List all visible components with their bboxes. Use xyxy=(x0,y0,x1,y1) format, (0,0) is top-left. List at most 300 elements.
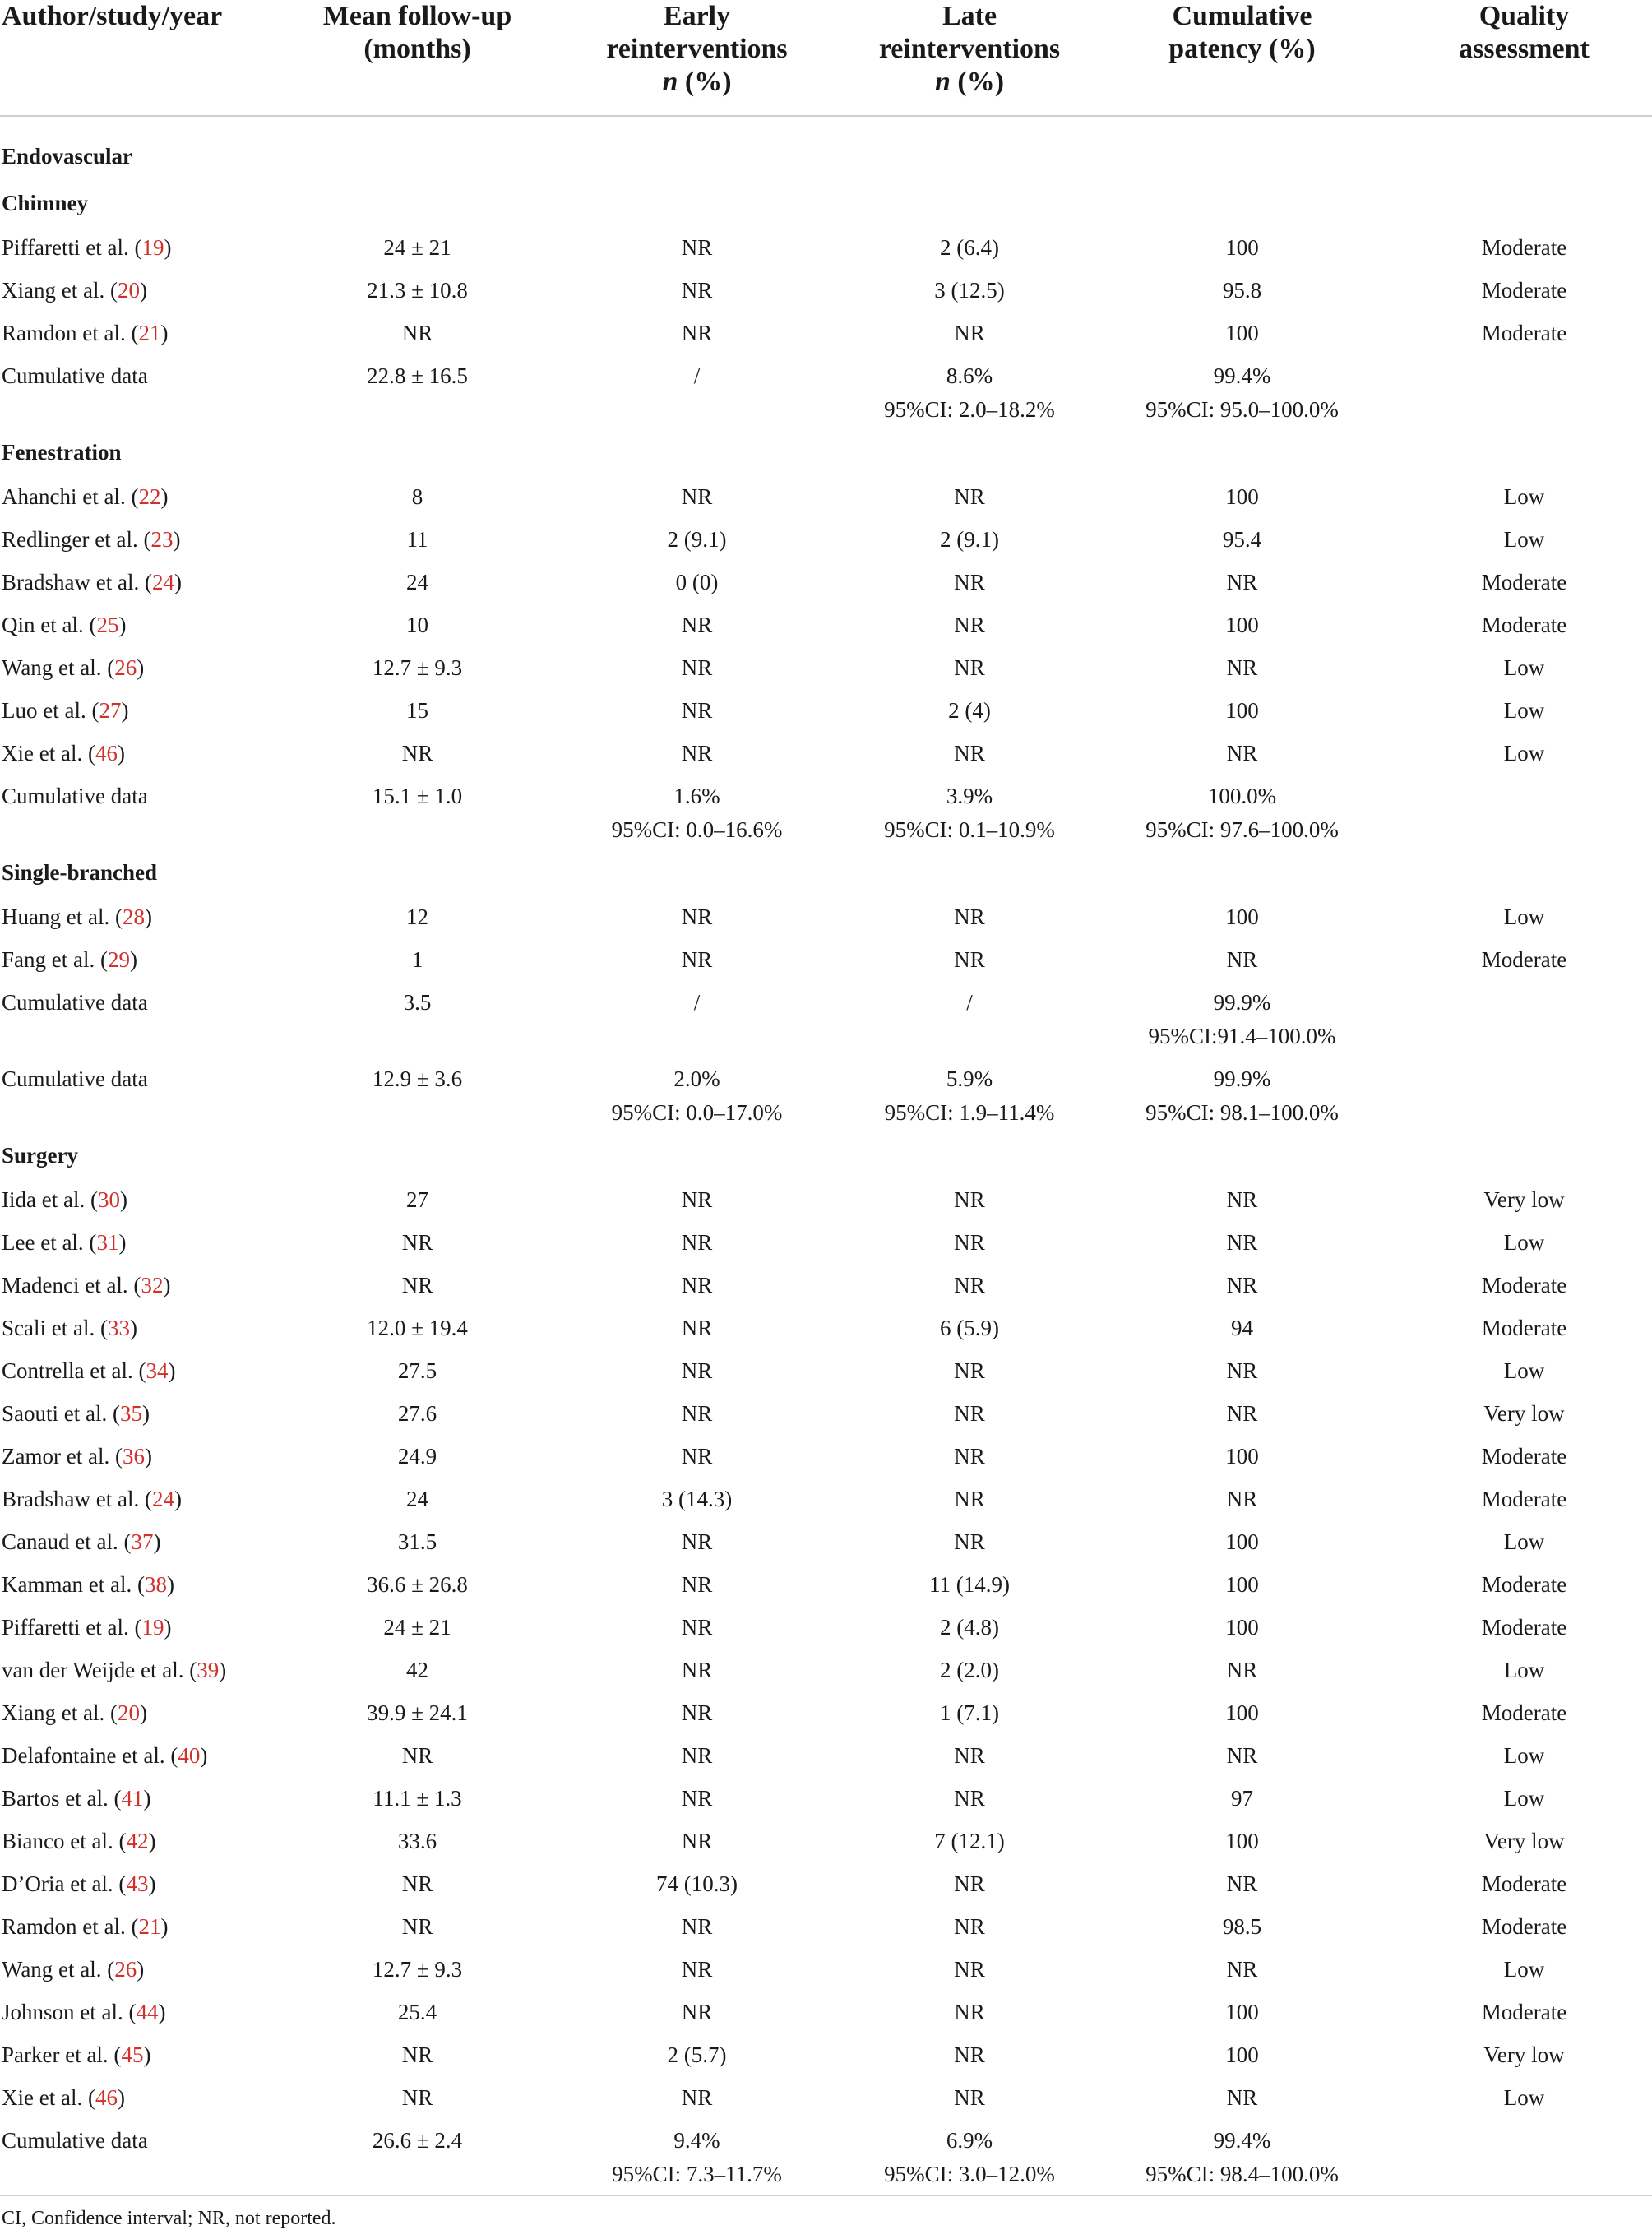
author-text: Bianco et al. ( xyxy=(2,1829,127,1853)
reference-number: 29 xyxy=(107,947,130,972)
quality-cell: Moderate xyxy=(1481,1871,1567,1896)
early-cell: 2 (9.1) xyxy=(667,527,727,552)
early-value: 1.6% xyxy=(673,784,720,808)
patency-cell: 95.8 xyxy=(1222,278,1262,303)
late-cell: NR xyxy=(954,2085,985,2110)
author-text: Fang et al. ( xyxy=(2,947,108,972)
followup-cell: 15.1 ± 1.0 xyxy=(372,784,463,808)
paren-close: ) xyxy=(174,1487,182,1511)
late-cell: NR xyxy=(954,1957,985,1982)
study-name xyxy=(0,1520,292,1563)
early-cell: NR xyxy=(681,2085,713,2110)
early-cell: NR xyxy=(681,1700,713,1725)
paren-close: ) xyxy=(121,698,129,723)
early-cell: NR xyxy=(681,1273,713,1298)
study-name xyxy=(0,2033,292,2076)
table-row xyxy=(0,269,1652,312)
header-author: Author/study/year xyxy=(0,0,292,116)
reference-number: 28 xyxy=(122,904,145,929)
followup-cell: 25.4 xyxy=(397,2000,437,2024)
late-cell: 6 (5.9) xyxy=(940,1316,999,1340)
table-row xyxy=(0,689,1652,732)
patency-cell: NR xyxy=(1226,1957,1258,1982)
early-cell: NR xyxy=(681,741,713,766)
table-row xyxy=(0,1392,1652,1435)
patency-cell: 98.5 xyxy=(1222,1914,1262,1939)
author-text: Scali et al. ( xyxy=(2,1316,108,1340)
followup-cell: NR xyxy=(401,1871,433,1896)
author-text: Xiang et al. ( xyxy=(2,1700,118,1725)
late-value: / xyxy=(966,990,973,1015)
study-name xyxy=(0,1392,292,1435)
paren-close: ) xyxy=(166,1572,174,1597)
table-row xyxy=(0,646,1652,689)
late-cell: NR xyxy=(954,2042,985,2067)
pat-ci: 95%CI:91.4–100.0% xyxy=(1148,1024,1336,1048)
reference-number: 19 xyxy=(141,1615,164,1640)
early-value: 2.0% xyxy=(673,1066,720,1091)
author-text: Xie et al. ( xyxy=(2,2085,95,2110)
followup-cell: 24 ± 21 xyxy=(383,235,451,260)
quality-cell: Low xyxy=(1503,484,1545,509)
patency-cell: NR xyxy=(1226,2085,1258,2110)
header-followup: Mean follow-up (months) xyxy=(292,0,543,116)
reference-number: 36 xyxy=(122,1444,145,1469)
patency-cell: 100 xyxy=(1225,2042,1259,2067)
cumulative-label: Cumulative data xyxy=(2,990,148,1015)
early-cell: NR xyxy=(681,484,713,509)
late-ci: 95%CI: 2.0–18.2% xyxy=(884,397,1055,422)
reference-number: 34 xyxy=(146,1358,169,1383)
quality-cell xyxy=(1396,981,1652,1057)
author-text: Xie et al. ( xyxy=(2,741,95,766)
author-text: Huang et al. ( xyxy=(2,904,123,929)
author-text: Qin et al. ( xyxy=(2,613,97,637)
patency-cell: NR xyxy=(1226,741,1258,766)
table-row xyxy=(0,1820,1652,1862)
patency-cell: NR xyxy=(1226,1187,1258,1212)
followup-cell: 12.7 ± 9.3 xyxy=(372,655,463,680)
paren-close: ) xyxy=(118,613,127,637)
table-row xyxy=(0,226,1652,269)
late-cell: NR xyxy=(954,655,985,680)
late-cell: NR xyxy=(954,2000,985,2024)
paren-close: ) xyxy=(163,1273,171,1298)
quality-cell: Low xyxy=(1503,1529,1545,1554)
quality-cell: Moderate xyxy=(1481,570,1567,594)
pat-ci: 95%CI: 97.6–100.0% xyxy=(1145,817,1339,842)
author-text: Ramdon et al. ( xyxy=(2,1914,139,1939)
patency-cell: 100 xyxy=(1225,1572,1259,1597)
early-cell: NR xyxy=(681,904,713,929)
late-cell: 2 (4) xyxy=(948,698,991,723)
quality-cell: Moderate xyxy=(1481,947,1567,972)
study-name xyxy=(0,938,292,981)
quality-cell: Low xyxy=(1503,1743,1545,1768)
reference-number: 30 xyxy=(97,1187,120,1212)
followup-cell: 21.3 ± 10.8 xyxy=(367,278,468,303)
author-text: Madenci et al. ( xyxy=(2,1273,141,1298)
paren-close: ) xyxy=(200,1743,208,1768)
followup-cell: 27.5 xyxy=(397,1358,437,1383)
table-row xyxy=(0,1777,1652,1820)
followup-cell: NR xyxy=(401,1273,433,1298)
author-text: Kamman et al. ( xyxy=(2,1572,145,1597)
late-value: 5.9% xyxy=(946,1066,993,1091)
author-text: Delafontaine et al. ( xyxy=(2,1743,178,1768)
quality-cell: Moderate xyxy=(1481,613,1567,637)
reference-number: 46 xyxy=(95,741,118,766)
early-cell: NR xyxy=(681,235,713,260)
paren-close: ) xyxy=(119,1187,127,1212)
author-text: Piffaretti et al. ( xyxy=(2,1615,142,1640)
reference-number: 31 xyxy=(96,1230,119,1255)
quality-cell: Very low xyxy=(1483,1401,1565,1426)
pat-value: 99.9% xyxy=(1213,1066,1271,1091)
late-cell: NR xyxy=(954,570,985,594)
reference-number: 39 xyxy=(197,1658,220,1682)
quality-cell: Low xyxy=(1503,1230,1545,1255)
quality-cell: Moderate xyxy=(1481,235,1567,260)
cumulative-label: Cumulative data xyxy=(2,1066,148,1091)
cumulative-label: Cumulative data xyxy=(2,784,148,808)
followup-cell: 12 xyxy=(406,904,428,929)
reference-number: 41 xyxy=(121,1786,144,1811)
paren-close: ) xyxy=(219,1658,227,1682)
late-cell: 2 (2.0) xyxy=(940,1658,999,1682)
late-ci: 95%CI: 0.1–10.9% xyxy=(884,817,1055,842)
table-row xyxy=(0,2033,1652,2076)
paren-close: ) xyxy=(160,1914,169,1939)
patency-cell: NR xyxy=(1226,655,1258,680)
study-name xyxy=(0,732,292,775)
patency-cell: NR xyxy=(1226,1743,1258,1768)
quality-cell xyxy=(1396,2119,1652,2195)
paren-close: ) xyxy=(137,1957,145,1982)
early-cell: NR xyxy=(681,1316,713,1340)
quality-cell: Low xyxy=(1503,2085,1545,2110)
followup-cell: 24.9 xyxy=(397,1444,437,1469)
table-row xyxy=(0,1649,1652,1691)
patency-cell: 100 xyxy=(1225,1529,1259,1554)
author-text: Saouti et al. ( xyxy=(2,1401,120,1426)
quality-cell: Very low xyxy=(1483,1187,1565,1212)
study-name xyxy=(0,1820,292,1862)
table-row xyxy=(0,1178,1652,1221)
paren-close: ) xyxy=(143,1786,151,1811)
table-body xyxy=(0,116,1652,2195)
followup-cell: NR xyxy=(401,2085,433,2110)
followup-cell: NR xyxy=(401,741,433,766)
quality-cell: Very low xyxy=(1483,1829,1565,1853)
quality-cell: Moderate xyxy=(1481,1615,1567,1640)
paren-close: ) xyxy=(160,321,169,345)
author-text: Bartos et al. ( xyxy=(2,1786,122,1811)
table-row xyxy=(0,1563,1652,1606)
study-name xyxy=(0,1777,292,1820)
cumulative-row xyxy=(0,1057,1652,1134)
late-value: 6.9% xyxy=(946,2128,993,2153)
table-row xyxy=(0,1264,1652,1307)
followup-cell: 31.5 xyxy=(397,1529,437,1554)
table-row xyxy=(0,1307,1652,1349)
study-name xyxy=(0,226,292,269)
early-ci: 95%CI: 0.0–16.6% xyxy=(611,817,783,842)
paren-close: ) xyxy=(139,278,147,303)
early-cell: NR xyxy=(681,278,713,303)
table-row xyxy=(0,1691,1652,1734)
quality-cell xyxy=(1396,354,1652,431)
early-cell: NR xyxy=(681,1529,713,1554)
quality-cell: Low xyxy=(1503,904,1545,929)
pat-cell xyxy=(1088,2119,1396,2195)
author-text: Luo et al. ( xyxy=(2,698,99,723)
author-text: Lee et al. ( xyxy=(2,1230,97,1255)
pat-ci: 95%CI: 98.4–100.0% xyxy=(1145,2162,1339,2186)
table-row xyxy=(0,1478,1652,1520)
late-cell: NR xyxy=(954,1230,985,1255)
study-name xyxy=(0,1178,292,1221)
late-value: 3.9% xyxy=(946,784,993,808)
pat-cell xyxy=(1088,981,1396,1057)
early-value: / xyxy=(693,363,701,388)
early-value: / xyxy=(693,990,701,1015)
early-cell xyxy=(543,2119,851,2195)
patency-cell: NR xyxy=(1226,1358,1258,1383)
patency-cell: NR xyxy=(1226,570,1258,594)
section-single-branched: Single-branched xyxy=(2,860,158,885)
study-name xyxy=(0,2076,292,2119)
late-cell: NR xyxy=(954,1914,985,1939)
study-name xyxy=(0,895,292,938)
table-row xyxy=(0,475,1652,518)
early-cell: NR xyxy=(681,1572,713,1597)
patency-cell: 100 xyxy=(1225,904,1259,929)
followup-cell: 12.9 ± 3.6 xyxy=(372,1066,463,1091)
study-name xyxy=(0,269,292,312)
reference-number: 32 xyxy=(141,1273,164,1298)
patency-cell: NR xyxy=(1226,947,1258,972)
followup-cell: 1 xyxy=(411,947,423,972)
early-cell: NR xyxy=(681,1187,713,1212)
paren-close: ) xyxy=(129,947,137,972)
late-cell: NR xyxy=(954,1786,985,1811)
reference-number: 22 xyxy=(138,484,161,509)
quality-cell: Moderate xyxy=(1481,1914,1567,1939)
reference-number: 26 xyxy=(114,1957,137,1982)
early-cell: NR xyxy=(681,1230,713,1255)
paren-close: ) xyxy=(117,2085,125,2110)
paren-close: ) xyxy=(117,741,125,766)
cumulative-label: Cumulative data xyxy=(2,363,148,388)
early-cell: NR xyxy=(681,2000,713,2024)
author-text: Iida et al. ( xyxy=(2,1187,98,1212)
reference-number: 42 xyxy=(126,1829,149,1853)
section-surgery: Surgery xyxy=(2,1143,78,1168)
footnote: CI, Confidence interval; NR, not reported. xyxy=(0,2195,1652,2239)
patency-cell: 100 xyxy=(1225,698,1259,723)
early-cell xyxy=(543,354,851,431)
late-cell xyxy=(851,1057,1088,1134)
reference-number: 20 xyxy=(117,278,140,303)
study-name xyxy=(0,1221,292,1264)
study-name xyxy=(0,1991,292,2033)
followup-cell: 24 ± 21 xyxy=(383,1615,451,1640)
cumulative-row xyxy=(0,2119,1652,2195)
table-row xyxy=(0,604,1652,646)
study-name xyxy=(0,604,292,646)
quality-cell: Low xyxy=(1503,1658,1545,1682)
reference-number: 21 xyxy=(138,321,161,345)
followup-cell: 24 xyxy=(406,1487,428,1511)
late-cell xyxy=(851,354,1088,431)
late-cell: NR xyxy=(954,1444,985,1469)
cumulative-row xyxy=(0,981,1652,1057)
paren-close: ) xyxy=(173,527,181,552)
quality-cell xyxy=(1396,775,1652,851)
early-cell: NR xyxy=(681,613,713,637)
author-text: Canaud et al. ( xyxy=(2,1529,132,1554)
reference-number: 23 xyxy=(150,527,174,552)
early-cell: NR xyxy=(681,1444,713,1469)
late-cell: NR xyxy=(954,321,985,345)
followup-cell: 12.7 ± 9.3 xyxy=(372,1957,463,1982)
quality-cell: Moderate xyxy=(1481,1273,1567,1298)
header-quality: Quality assessment xyxy=(1396,0,1652,116)
quality-cell: Moderate xyxy=(1481,1700,1567,1725)
patency-cell: 100 xyxy=(1225,484,1259,509)
table-row xyxy=(0,312,1652,354)
quality-cell: Low xyxy=(1503,1786,1545,1811)
late-cell xyxy=(851,981,1088,1057)
quality-cell: Low xyxy=(1503,655,1545,680)
quality-cell: Low xyxy=(1503,1358,1545,1383)
followup-cell: 33.6 xyxy=(397,1829,437,1853)
table-row xyxy=(0,1349,1652,1392)
late-cell: NR xyxy=(954,1529,985,1554)
late-cell: 3 (12.5) xyxy=(934,278,1005,303)
patency-cell: 100 xyxy=(1225,235,1259,260)
table-row xyxy=(0,732,1652,775)
early-cell: NR xyxy=(681,1829,713,1853)
paren-close: ) xyxy=(143,2042,151,2067)
quality-cell: Moderate xyxy=(1481,321,1567,345)
table-row xyxy=(0,1734,1652,1777)
late-cell: NR xyxy=(954,1487,985,1511)
author-text: Ahanchi et al. ( xyxy=(2,484,139,509)
followup-cell: 12.0 ± 19.4 xyxy=(367,1316,468,1340)
late-cell: 7 (12.1) xyxy=(934,1829,1005,1853)
early-cell xyxy=(543,1057,851,1134)
followup-cell: 10 xyxy=(406,613,428,637)
reference-number: 40 xyxy=(178,1743,201,1768)
late-cell xyxy=(851,775,1088,851)
study-name xyxy=(0,1307,292,1349)
table-row xyxy=(0,518,1652,561)
author-text: Contrella et al. ( xyxy=(2,1358,146,1383)
table-row xyxy=(0,1435,1652,1478)
study-name xyxy=(0,689,292,732)
table-header xyxy=(0,0,1652,116)
reference-number: 35 xyxy=(119,1401,142,1426)
patency-cell: 97 xyxy=(1231,1786,1253,1811)
paren-close: ) xyxy=(158,2000,166,2024)
reference-number: 24 xyxy=(151,1487,174,1511)
study-name xyxy=(0,1478,292,1520)
table-row xyxy=(0,1862,1652,1905)
table-row xyxy=(0,1991,1652,2033)
pat-cell xyxy=(1088,354,1396,431)
author-text: Wang et al. ( xyxy=(2,655,115,680)
early-cell: NR xyxy=(681,698,713,723)
pat-ci: 95%CI: 95.0–100.0% xyxy=(1145,397,1339,422)
table-row xyxy=(0,1948,1652,1991)
late-cell: NR xyxy=(954,741,985,766)
cumulative-row xyxy=(0,775,1652,851)
quality-cell: Moderate xyxy=(1481,1316,1567,1340)
table-row xyxy=(0,1905,1652,1948)
patency-cell: NR xyxy=(1226,1871,1258,1896)
header-early: Early reinterventions n (%) xyxy=(543,0,851,116)
followup-cell: NR xyxy=(401,1743,433,1768)
late-cell: NR xyxy=(954,1358,985,1383)
early-cell: 3 (14.3) xyxy=(661,1487,733,1511)
paren-close: ) xyxy=(118,1230,127,1255)
study-name xyxy=(0,1264,292,1307)
paren-close: ) xyxy=(148,1829,156,1853)
early-cell: NR xyxy=(681,321,713,345)
paren-close: ) xyxy=(164,1615,172,1640)
followup-cell: 24 xyxy=(406,570,428,594)
patency-cell: 100 xyxy=(1225,321,1259,345)
quality-cell: Moderate xyxy=(1481,2000,1567,2024)
reference-number: 38 xyxy=(144,1572,167,1597)
early-cell: NR xyxy=(681,1786,713,1811)
reference-number: 27 xyxy=(99,698,122,723)
early-cell: NR xyxy=(681,1615,713,1640)
author-text: van der Weijde et al. ( xyxy=(2,1658,197,1682)
quality-cell xyxy=(1396,1057,1652,1134)
patency-cell: 100 xyxy=(1225,2000,1259,2024)
study-name xyxy=(0,1649,292,1691)
late-cell: 2 (6.4) xyxy=(940,235,999,260)
footnote-row xyxy=(0,2195,1652,2239)
study-name xyxy=(0,1734,292,1777)
early-cell: NR xyxy=(681,1401,713,1426)
study-name xyxy=(0,1862,292,1905)
table-row xyxy=(0,1221,1652,1264)
paren-close: ) xyxy=(164,235,172,260)
author-text: Redlinger et al. ( xyxy=(2,527,151,552)
table-row xyxy=(0,1520,1652,1563)
early-cell: NR xyxy=(681,1658,713,1682)
late-cell: NR xyxy=(954,1187,985,1212)
study-name xyxy=(0,1905,292,1948)
quality-cell: Moderate xyxy=(1481,278,1567,303)
followup-cell: 27.6 xyxy=(397,1401,437,1426)
patency-cell: 100 xyxy=(1225,1615,1259,1640)
section-fenestration: Fenestration xyxy=(2,440,122,465)
section-chimney: Chimney xyxy=(2,191,89,215)
pat-value: 99.4% xyxy=(1213,363,1271,388)
early-cell: NR xyxy=(681,1743,713,1768)
patency-cell: 100 xyxy=(1225,1829,1259,1853)
reference-number: 24 xyxy=(151,570,174,594)
paren-close: ) xyxy=(144,904,152,929)
followup-cell: 27 xyxy=(406,1187,428,1212)
paren-close: ) xyxy=(141,1401,150,1426)
study-name xyxy=(0,561,292,604)
